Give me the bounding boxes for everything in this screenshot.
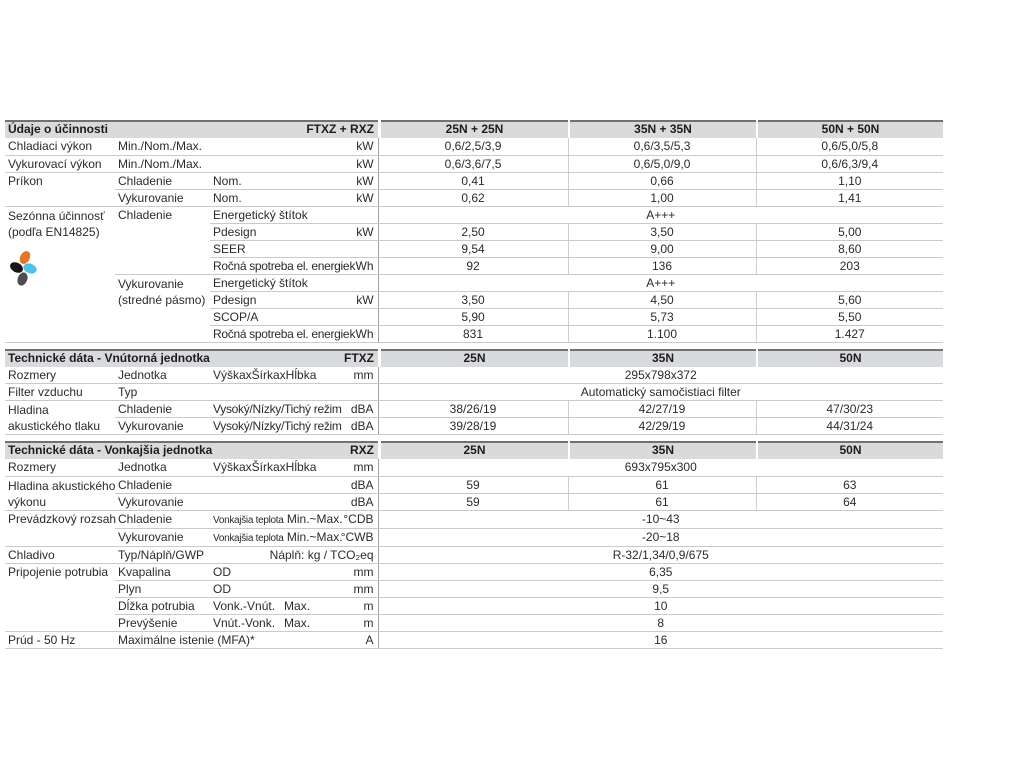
detail-cell: Energetický štítok: [210, 206, 378, 223]
detail-cell: Nom.: [210, 172, 330, 189]
value-cell: 3,50: [378, 291, 568, 308]
label-line: výkonu: [8, 494, 47, 509]
value-cell: 3,50: [568, 223, 756, 240]
detail-cell: Ročná spotreba el. energie: [210, 257, 330, 274]
value-cell: 64: [756, 493, 943, 510]
unit-cell: m: [330, 597, 378, 614]
value-cell: 0,6/5,0/5,8: [756, 138, 943, 155]
detail-cell: [210, 597, 330, 614]
detail-cell: OD: [210, 563, 330, 580]
efficiency-table: [5, 138, 943, 343]
table-row: [5, 172, 943, 189]
column-header-25n: 25N: [381, 349, 568, 367]
table-row: [5, 274, 943, 291]
value-cell: 1,00: [568, 189, 756, 206]
column-header-35n: 35N: [570, 441, 756, 459]
value-cell: 47/30/23: [756, 401, 943, 418]
value-cell: 2,50: [378, 223, 568, 240]
section-efficiency: [5, 120, 943, 343]
unit-cell: dBA: [330, 476, 378, 493]
label-cell: [5, 476, 115, 510]
spec-cell: Vykurovanie: [115, 528, 210, 546]
merged-value-cell: 9,5: [378, 580, 943, 597]
detail-small: Vonkajšia teplota: [213, 514, 284, 526]
detail-cell: VýškaxŠírkaxHĺbka: [210, 367, 330, 384]
unit-cell: °CDB: [330, 510, 378, 528]
spec-sheet: [5, 120, 943, 655]
value-cell: 0,6/2,5/3,9: [378, 138, 568, 155]
merged-value-cell: -10~43: [378, 510, 943, 528]
spec-cell: Prevýšenie: [115, 614, 210, 631]
table-row: [5, 189, 943, 206]
value-cell: 136: [568, 257, 756, 274]
label-cell: Rozmery: [5, 367, 115, 384]
merged-value-cell: -20~18: [378, 528, 943, 546]
value-cell: 44/31/24: [756, 418, 943, 435]
spec-cell: Chladenie: [115, 172, 210, 189]
section-title-bar: [5, 441, 378, 459]
label-cell: Chladivo: [5, 546, 115, 563]
unit-cell: A: [330, 631, 378, 648]
label-cell: Pripojenie potrubia: [5, 563, 115, 631]
value-cell: 0,6/5,0/9,0: [568, 155, 756, 172]
unit-cell: kW: [330, 172, 378, 189]
detail-cell: VýškaxŠírkaxHĺbka: [210, 459, 330, 476]
detail-cell: Pdesign: [210, 223, 330, 240]
detail-part: Max.: [284, 598, 311, 613]
section-header-outdoor: [5, 441, 943, 459]
spec-cell: Typ/Náplň/GWP: [115, 546, 210, 563]
model-code: FTXZ + RXZ: [306, 122, 374, 136]
value-cell: 4,50: [568, 291, 756, 308]
table-row: [5, 155, 943, 172]
table-row: [5, 206, 943, 223]
table-row: [5, 138, 943, 155]
section-outdoor: [5, 441, 943, 649]
unit-cell: dBA: [330, 418, 378, 435]
column-header-35n: 35N + 35N: [570, 120, 756, 138]
detail-part: Vonk.-Vnút.: [213, 598, 276, 613]
unit-cell: [330, 308, 378, 325]
unit-cell: mm: [330, 563, 378, 580]
value-cell: 5,50: [756, 308, 943, 325]
unit-cell: dBA: [330, 493, 378, 510]
merged-value-cell: 16: [378, 631, 943, 648]
spec-cell: Min./Nom./Max.: [115, 138, 330, 155]
spec-cell: Typ: [115, 384, 330, 401]
unit-cell: mm: [330, 459, 378, 476]
model-code: FTXZ: [344, 350, 374, 365]
section-header-efficiency: [5, 120, 943, 138]
label-cell: Filter vzduchu: [5, 384, 115, 401]
spec-cell: Kvapalina: [115, 563, 210, 580]
merged-value-cell: A+++: [378, 274, 943, 291]
value-cell: 1.100: [568, 325, 756, 342]
value-cell: 1.427: [756, 325, 943, 342]
unit-cell: kW: [330, 155, 378, 172]
table-row: [5, 614, 943, 631]
detail-cell: SCOP/A: [210, 308, 330, 325]
table-row: [5, 418, 943, 435]
unit-cell: mm: [330, 580, 378, 597]
unit-cell: m: [330, 614, 378, 631]
table-row: [5, 510, 943, 528]
label-cell: [5, 206, 115, 342]
section-title: Údaje o účinnosti: [8, 122, 109, 136]
spec-cell: Chladenie: [115, 510, 210, 528]
detail-small: Vonkajšia teplota: [213, 532, 284, 544]
value-cell: 1,10: [756, 172, 943, 189]
detail-cell: [210, 528, 343, 546]
label-line: Hladina: [8, 403, 49, 417]
detail-range: Min.~Max.: [286, 529, 343, 544]
spec-line: Vykurovanie: [118, 276, 184, 291]
value-cell: 0,66: [568, 172, 756, 189]
spec-line: (stredné pásmo): [118, 292, 206, 307]
label-cell: Prúd - 50 Hz: [5, 631, 115, 648]
spec-cell: Jednotka: [115, 459, 210, 476]
value-cell: 9,00: [568, 240, 756, 257]
seasonal-efficiency-flower-icon: [9, 250, 37, 286]
merged-value-cell: 8: [378, 614, 943, 631]
unit-cell: kW: [330, 223, 378, 240]
table-row: [5, 597, 943, 614]
unit-cell: kWh: [330, 325, 378, 342]
value-cell: 63: [756, 476, 943, 493]
table-row: [5, 401, 943, 418]
column-header-25n: 25N: [381, 441, 568, 459]
unit-cell: °CWB: [330, 528, 378, 546]
value-cell: 9,54: [378, 240, 568, 257]
unit-cell: [330, 240, 378, 257]
value-cell: 0,41: [378, 172, 568, 189]
unit-cell: kWh: [330, 257, 378, 274]
value-cell: 59: [378, 476, 568, 493]
value-cell: 0,6/3,6/7,5: [378, 155, 568, 172]
value-cell: 831: [378, 325, 568, 342]
value-cell: 0,62: [378, 189, 568, 206]
value-cell: 42/27/19: [568, 401, 756, 418]
table-row: [5, 580, 943, 597]
section-header-indoor: [5, 349, 943, 367]
spec-cell: Vykurovanie: [115, 493, 330, 510]
detail-cell: SEER: [210, 240, 330, 257]
value-cell: 5,60: [756, 291, 943, 308]
spec-cell: Vykurovanie: [115, 189, 210, 206]
table-row: [5, 563, 943, 580]
detail-cell: Energetický štítok: [210, 274, 378, 291]
value-cell: 5,73: [568, 308, 756, 325]
value-cell: 8,60: [756, 240, 943, 257]
merged-value-cell: Automatický samočistiaci filter: [378, 384, 943, 401]
unit-cell: [330, 384, 378, 401]
unit-cell: dBA: [330, 401, 378, 418]
value-cell: 1,41: [756, 189, 943, 206]
unit-cell: mm: [330, 367, 378, 384]
table-row: [5, 367, 943, 384]
table-row: [5, 528, 943, 546]
detail-cell: [210, 510, 343, 528]
unit-cell: kW: [330, 291, 378, 308]
section-indoor: [5, 349, 943, 436]
section-title: Technické dáta - Vnútorná jednotka: [8, 350, 210, 365]
label-cell: Príkon: [5, 172, 115, 206]
spec-cell: Jednotka: [115, 367, 210, 384]
label-line: akustického tlaku: [8, 419, 101, 433]
section-title: Technické dáta - Vonkajšia jednotka: [8, 443, 213, 457]
unit-cell: kW: [330, 138, 378, 155]
spec-cell: Chladenie: [115, 476, 330, 493]
detail-cell: OD: [210, 580, 330, 597]
value-cell: 92: [378, 257, 568, 274]
value-cell: 61: [568, 476, 756, 493]
value-cell: 39/28/19: [378, 418, 568, 435]
section-title-bar: [5, 349, 378, 367]
detail-cell: Náplň: kg / TCO₂eq: [210, 546, 378, 563]
spec-cell: Plyn: [115, 580, 210, 597]
label-cell: [5, 401, 115, 435]
detail-cell: Nom.: [210, 189, 330, 206]
column-header-50n: 50N + 50N: [758, 120, 943, 138]
spec-cell: Min./Nom./Max.: [115, 155, 330, 172]
value-cell: 61: [568, 493, 756, 510]
label-cell: Prevádzkový rozsah: [5, 510, 115, 546]
value-cell: 59: [378, 493, 568, 510]
merged-value-cell: 295x798x372: [378, 367, 943, 384]
spec-cell: Chladenie: [115, 206, 210, 274]
value-cell: 42/29/19: [568, 418, 756, 435]
unit-cell: kW: [330, 189, 378, 206]
detail-cell: Vysoký/Nízky/Tichý režim: [210, 401, 330, 418]
outdoor-table: [5, 459, 943, 649]
column-header-35n: 35N: [570, 349, 756, 367]
spec-cell: Dĺžka potrubia: [115, 597, 210, 614]
model-code: RXZ: [350, 443, 374, 457]
detail-part: Max.: [284, 615, 311, 630]
spec-cell: [115, 274, 210, 342]
detail-part: Vnút.-Vonk.: [213, 615, 276, 630]
label-cell: Chladiaci výkon: [5, 138, 115, 155]
label-line: Sezónna účinnosť: [8, 208, 105, 223]
value-cell: 5,00: [756, 223, 943, 240]
table-row: [5, 384, 943, 401]
detail-cell: Ročná spotreba el. energie: [210, 325, 330, 342]
value-cell: 38/26/19: [378, 401, 568, 418]
label-cell: Rozmery: [5, 459, 115, 476]
detail-cell: Pdesign: [210, 291, 330, 308]
value-cell: 5,90: [378, 308, 568, 325]
detail-range: Min.~Max.: [286, 511, 343, 526]
label-cell: Vykurovací výkon: [5, 155, 115, 172]
section-title-bar: [5, 120, 378, 138]
value-cell: 0,6/6,3/9,4: [756, 155, 943, 172]
value-cell: 203: [756, 257, 943, 274]
column-header-50n: 50N: [758, 441, 943, 459]
detail-cell: [210, 614, 330, 631]
table-row: [5, 476, 943, 493]
table-row: [5, 546, 943, 563]
merged-value-cell: A+++: [378, 206, 943, 223]
value-cell: 0,6/3,5/5,3: [568, 138, 756, 155]
spec-cell: Maximálne istenie (MFA)*: [115, 631, 330, 648]
merged-value-cell: 693x795x300: [378, 459, 943, 476]
detail-cell: Vysoký/Nízky/Tichý režim: [210, 418, 330, 435]
table-row: [5, 631, 943, 648]
merged-value-cell: 6,35: [378, 563, 943, 580]
spec-cell: Chladenie: [115, 401, 210, 418]
label-line: (podľa EN14825): [8, 224, 100, 239]
table-row: [5, 493, 943, 510]
spec-cell: Vykurovanie: [115, 418, 210, 435]
table-row: [5, 459, 943, 476]
column-header-50n: 50N: [758, 349, 943, 367]
indoor-table: [5, 367, 943, 436]
label-line: Hladina akustického: [8, 478, 116, 493]
merged-value-cell: R-32/1,34/0,9/675: [378, 546, 943, 563]
merged-value-cell: 10: [378, 597, 943, 614]
column-header-25n: 25N + 25N: [381, 120, 568, 138]
